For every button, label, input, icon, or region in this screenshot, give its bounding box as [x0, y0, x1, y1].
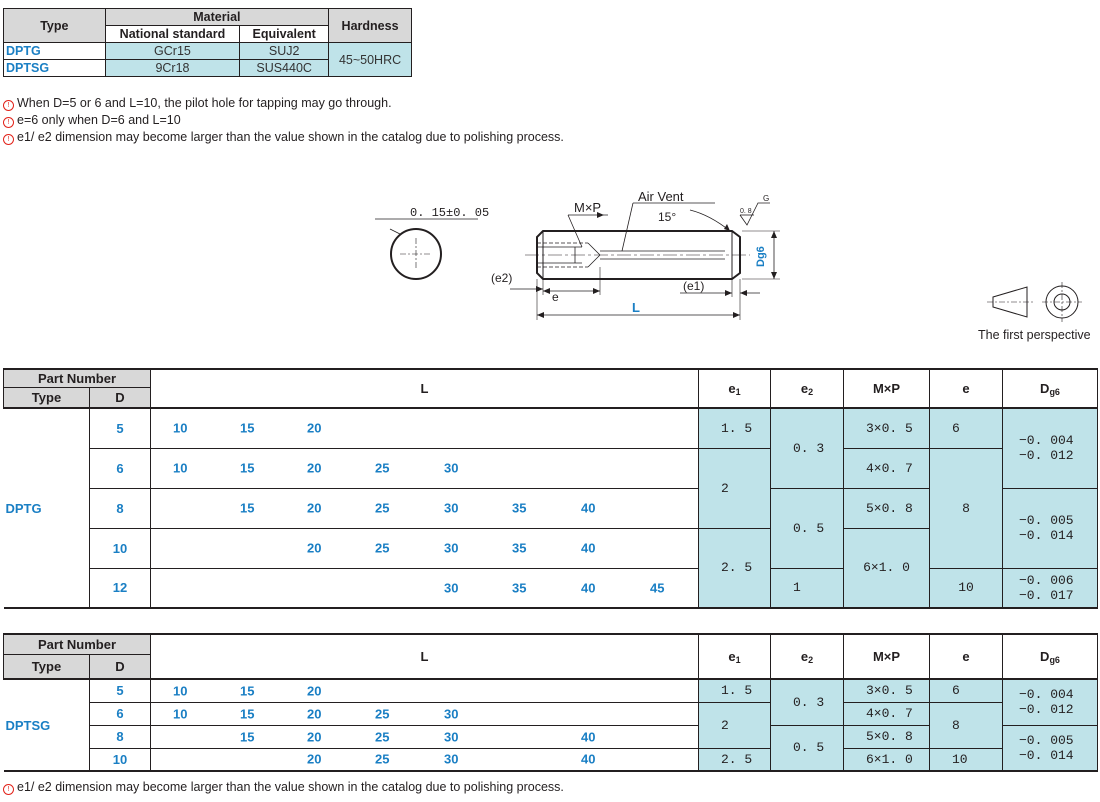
e2-header: $e_2$ [771, 369, 844, 408]
d-value: 10 [90, 528, 151, 568]
table-row [4, 448, 1098, 488]
part-number-header: Part Number [4, 369, 151, 387]
d-header: D [90, 654, 151, 679]
mxp-value: 5×0. 8 [844, 488, 930, 528]
type-name: DPTSG [4, 679, 90, 771]
dg6-value: −0. 004 −0. 012 [1003, 408, 1098, 488]
l-value: 20 [307, 460, 322, 476]
l-value: 20 [307, 729, 322, 744]
l-value: 10 [173, 420, 188, 436]
e1-value: 2. 5 [699, 528, 771, 608]
e1-header: $e_1$ [699, 634, 771, 679]
hardness-value: 45~50HRC [329, 43, 412, 77]
material-type: DPTSG [4, 60, 106, 77]
mxp-header: M×P [844, 369, 930, 408]
table-row [4, 568, 1098, 608]
dptg-table [3, 368, 1098, 609]
type-name: DPTG [4, 408, 90, 608]
l-values [151, 448, 699, 488]
l-value: 30 [444, 706, 459, 721]
d-value: 8 [90, 725, 151, 748]
l-value: 15 [240, 706, 255, 721]
d-value: 6 [90, 702, 151, 725]
e-header: e [930, 369, 1003, 408]
l-value: 35 [512, 580, 527, 596]
l-value: 35 [512, 500, 527, 516]
l-value: 10 [173, 460, 188, 476]
d-value: 8 [90, 488, 151, 528]
l-values [151, 748, 699, 771]
e-value: 10 [930, 748, 1003, 771]
l-value: 30 [444, 580, 459, 596]
mxp-value: 5×0. 8 [844, 725, 930, 748]
caution-icon: ! [3, 100, 14, 111]
note-1: ! When D=5 or 6 and L=10, the pilot hole for tapping may go through. [3, 96, 392, 111]
l-value: 25 [375, 706, 390, 721]
e-value: 8 [930, 702, 1003, 748]
l-value: 40 [581, 751, 596, 767]
l-values [151, 679, 699, 702]
l-value: 25 [375, 729, 390, 744]
tolerance-label: 0. 15±0. 05 [410, 206, 490, 220]
caution-icon: ! [3, 784, 14, 795]
footer-note: ! e1/ e2 dimension may become larger than the value shown in the catalog due to polishing process. [3, 780, 564, 795]
mxp-value: 4×0. 7 [844, 448, 930, 488]
mxp-label: M×P [574, 200, 602, 215]
mxp-value: 3×0. 5 [844, 679, 930, 702]
type-header: Type [4, 387, 90, 408]
e2-value: 0. 5 [771, 725, 844, 771]
l-value: 15 [240, 729, 255, 744]
dg6-value: −0. 005 −0. 014 [1003, 725, 1098, 771]
l-values [151, 528, 699, 568]
l-value: 30 [444, 729, 459, 744]
dg6-header: $D_{g6}$ [1003, 369, 1098, 408]
e1-value: 2 [699, 448, 771, 528]
g-label: G [763, 194, 770, 203]
l-values [151, 408, 699, 448]
national-standard-header: National standard [105, 26, 240, 43]
l-value: 40 [581, 729, 596, 744]
mxp-value: 6×1. 0 [844, 748, 930, 771]
l-value: 15 [240, 460, 255, 476]
dg6-value: −0. 004 −0. 012 [1003, 679, 1098, 725]
table-row [4, 679, 1098, 702]
e1-header: $e_1$ [699, 369, 771, 408]
equivalent: SUS440C [240, 60, 329, 77]
e1-value: 2 [699, 702, 771, 748]
e2-value: 1 [771, 568, 844, 608]
dg6-value: −0. 005 −0. 014 [1003, 488, 1098, 568]
e2-value: 0. 5 [771, 488, 844, 568]
l-value: 25 [375, 500, 390, 516]
type-header: Type [4, 654, 90, 679]
dg6-header: $D_{g6}$ [1003, 634, 1098, 679]
l-value: 15 [240, 420, 255, 436]
hardness-header: Hardness [329, 9, 412, 43]
d-value: 5 [90, 679, 151, 702]
l-value: 15 [240, 500, 255, 516]
l-value: 15 [240, 683, 255, 699]
angle-label: 15° [658, 210, 677, 224]
l-header: L [151, 634, 699, 679]
national-standard: GCr15 [105, 43, 240, 60]
equivalent-header: Equivalent [240, 26, 329, 43]
l-value: 20 [307, 540, 322, 556]
l-values [151, 488, 699, 528]
mxp-header: M×P [844, 634, 930, 679]
equivalent: SUJ2 [240, 43, 329, 60]
dptsg-table [3, 633, 1098, 772]
type-header: Type [4, 9, 106, 43]
l-value: 10 [173, 683, 188, 699]
d-value: 10 [90, 748, 151, 771]
e1-value: 1. 5 [699, 408, 771, 448]
e2-value: 0. 3 [771, 679, 844, 725]
l-value: 35 [512, 540, 527, 556]
material-type: DPTG [4, 43, 106, 60]
mxp-value: 4×0. 7 [844, 702, 930, 725]
l-value: 30 [444, 540, 459, 556]
e1-value: 2. 5 [699, 748, 771, 771]
e1-label: (e1) [683, 279, 705, 293]
perspective-label: The first perspective [978, 328, 1091, 342]
note-3: ! e1/ e2 dimension may become larger than the value shown in the catalog due to polishing process. [3, 130, 564, 145]
e1-value: 1. 5 [699, 679, 771, 702]
l-value: 20 [307, 706, 322, 721]
dg6-label: Dg6 [755, 246, 767, 267]
e-value: 6 [930, 408, 1003, 448]
e-header: e [930, 634, 1003, 679]
l-value: 25 [375, 460, 390, 476]
l-value: 30 [444, 460, 459, 476]
l-values [151, 702, 699, 725]
d-value: 5 [90, 408, 151, 448]
l-header: L [151, 369, 699, 408]
l-value: 20 [307, 751, 322, 767]
roughness-label: 0. 8 [740, 208, 752, 215]
d-header: D [90, 387, 151, 408]
note-2: ! e=6 only when D=6 and L=10 [3, 113, 181, 128]
table-row [4, 748, 1098, 771]
material-header: Material [105, 9, 328, 26]
e-value: 8 [930, 448, 1003, 568]
table-row [4, 408, 1098, 448]
mxp-value: 6×1. 0 [844, 528, 930, 608]
caution-icon: ! [3, 117, 14, 128]
first-perspective-icon [985, 282, 1085, 330]
pin-drawing [360, 185, 810, 325]
air-vent-label: Air Vent [638, 189, 684, 204]
l-value: 20 [307, 500, 322, 516]
e-label: e [552, 290, 559, 304]
length-label: L [632, 300, 640, 315]
l-value: 20 [307, 420, 322, 436]
caution-icon: ! [3, 134, 14, 145]
e-value: 10 [930, 568, 1003, 608]
l-value: 20 [307, 683, 322, 699]
national-standard: 9Cr18 [105, 60, 240, 77]
l-value: 30 [444, 500, 459, 516]
e2-value: 0. 3 [771, 408, 844, 488]
d-value: 12 [90, 568, 151, 608]
l-value: 25 [375, 751, 390, 767]
l-value: 25 [375, 540, 390, 556]
e2-header: $e_2$ [771, 634, 844, 679]
part-number-header: Part Number [4, 634, 151, 654]
l-value: 40 [581, 580, 596, 596]
l-value: 45 [650, 580, 665, 596]
l-value: 30 [444, 751, 459, 767]
d-value: 6 [90, 448, 151, 488]
e2-label: (e2) [491, 271, 513, 285]
l-values [151, 725, 699, 748]
l-value: 40 [581, 540, 596, 556]
table-row [4, 702, 1098, 725]
e-value: 6 [930, 679, 1003, 702]
l-values [151, 568, 699, 608]
l-value: 40 [581, 500, 596, 516]
material-table [3, 8, 412, 77]
mxp-value: 3×0. 5 [844, 408, 930, 448]
l-value: 10 [173, 706, 188, 721]
material-row [4, 43, 412, 60]
dg6-value: −0. 006 −0. 017 [1003, 568, 1098, 608]
